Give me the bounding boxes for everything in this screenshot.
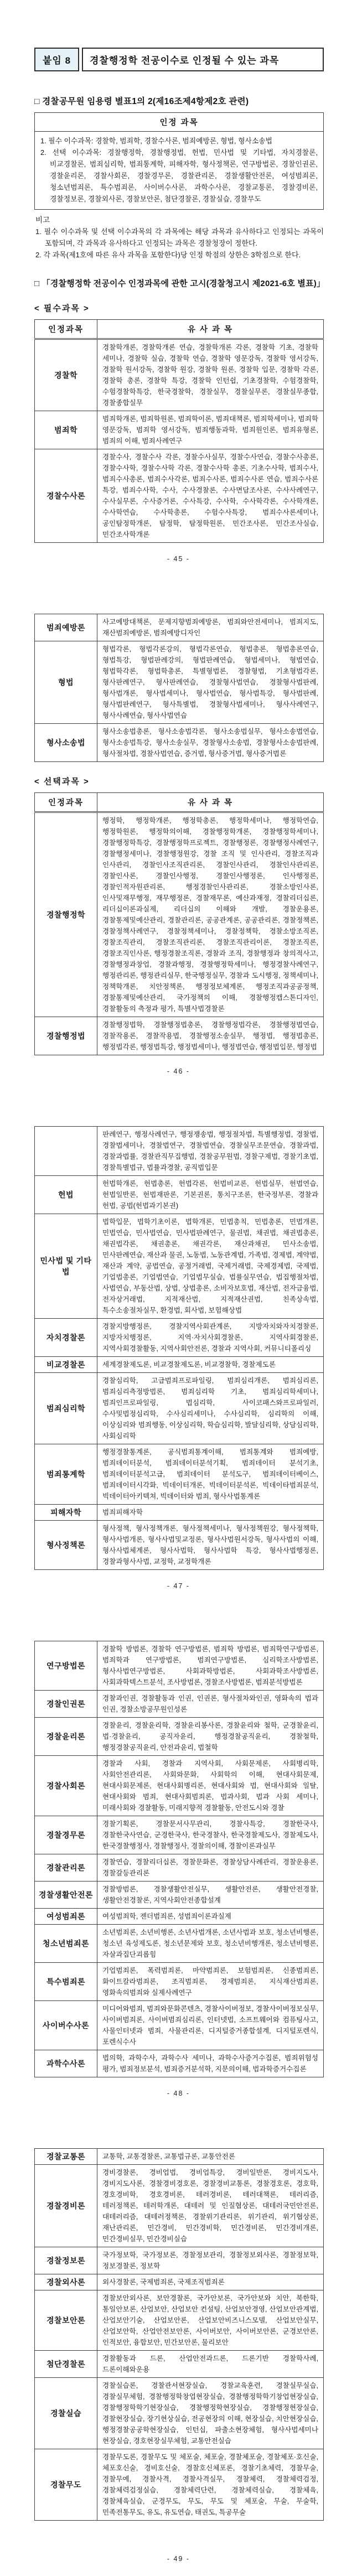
page-number-48 (0, 2090, 357, 2097)
table-row (35, 2378, 324, 2449)
subject-cell: 경찰실습 (35, 2378, 97, 2449)
similar-courses-cell: 경찰방범론, 경찰생활안전실무, 생활안전론, 생활안전경찰, 생활안전경찰론, 지역사회안전종합설계 (97, 1882, 324, 1909)
subject-cell: 연구방법론 (35, 1641, 97, 1691)
subject-cell: 범죄예방론 (35, 614, 97, 641)
similar-courses-cell: 경찰무도론, 경찰무도 및 체포술, 체포술, 경찰체포술, 경찰체포·호신술, 체포호신술, 경비호신술, 경찰호신체포론, 경찰기초체력, 경찰무술, 경찰무예, 경찰사격, 경찰사격실무, 경찰체력, 경찰체력검정, 경찰체력검정실습, 경찰체력단련, 경찰체력실습, 경찰체육, 경찰체육실습, 군경무도, 무도, 무도 및 체포술, 무술, 무술학, 민족전통무도, 유도, 유도연습, 태권도, 특공무술 (97, 2449, 324, 2521)
subject-cell: 경찰수사론 (35, 449, 97, 543)
similar-courses-cell: 세계경찰제도론, 비교경찰제도론, 비교경찰학, 경찰제도론 (97, 1357, 324, 1373)
similar-courses-cell: 경찰학개론, 경찰학개론 연습, 경찰학개론 각론, 경찰학 기초, 경찰학 세미나, 경찰학 실습, 경찰학 연습, 경찰학 영문강독, 경찰학 영서강독, 경찰학 원서강독, 경찰학 원강, 경찰학 원론, 경찰학 입문, 경찰학 각론, 경찰학 총론, 경찰학 특강, 경찰학 인턴쉽, 기초경찰학, 수험경찰학, 수험경찰학특강, 한국경찰학, 경찰실무, 경찰실무론, 경찰실무종합, 경찰종합실무 (97, 339, 324, 411)
page-number-47 (0, 1582, 357, 1590)
subject-cell: 여성범죄론 (35, 1909, 97, 1925)
similar-courses-cell: 행정경찰통계론, 공식범죄통계이해, 범죄통계와 범죄예방, 범죄데이터분석, 범죄데이터분석기획, 범죄데이터 분석기초, 범죄데이터분석고급, 범죄데이터 분석도구, 범죄데이터베이스, 범죄데이터시각화, 빅데이터개론, 빅데이터분석론, 빅데이타범죄분석, 빅데이터아키텍쳐, 빅데이터와 범죄, 형사사법통계론 (97, 1444, 324, 1505)
table-row (35, 1214, 324, 1319)
similar-courses-cell: 경찰윤리, 경찰윤리학, 경찰윤리봉사론, 경찰윤리와 철학, 군경찰윤리, 법·경찰윤리, 공직자윤리, 행정경찰공직윤리, 경찰철학, 행정경찰공직윤리, 안전과윤리, 법철학 (97, 1718, 324, 1756)
subject-cell: 범죄통계학 (35, 1444, 97, 1505)
note-line-1: 1. 필수 이수과목 및 선택 이수과목의 각 과목에는 해당 과목과 유사하다고 인정되는 과목이 포함되며, 각 과목과 유사하다고 인정되는 과목은 경찰청장이 정한다. (35, 227, 324, 247)
similar-courses-cell: 경찰연습, 경찰리더십론, 경찰문화론, 경찰상담사례관리, 경찰운용론, 경찰갈등관리론 (97, 1854, 324, 1882)
table-row (35, 2290, 324, 2351)
page-number-label: - 49 - (167, 2555, 190, 2563)
table-row (35, 411, 324, 449)
similar-courses-cell: 교통학, 교통경찰론, 교통법규론, 교통안전론 (97, 2149, 324, 2165)
subject-cell: 경찰사회론 (35, 1756, 97, 1816)
elective-courses-line: 2. 선택 이수과목: 경찰행정학, 경찰행정법, 헌법, 민사법 및 기타법, 자치경찰론, 비교경찰론, 범죄심리학, 범죄통계학, 피해자학, 형사정책론, 연구방법론, 경찰인권론, 경찰윤리론, 경찰사회론, 경찰경무론, 경찰관리론, 경찰생활안전론, 여성범죄론, 청소년범죄론, 특수범죄론, 사이버수사론, 과학수사론, 경찰교통론, 경찰경비론, 경찰정보론, 경찰외사론, 경찰보안론, 첨단경찰론, 경찰실습, 경찰무도 (40, 148, 318, 203)
col-header-similar: 유 사 과 목 (97, 793, 324, 812)
table-row (35, 2001, 324, 2050)
subject-cell: 형사소송법 (35, 724, 97, 762)
table-row (35, 2050, 324, 2077)
table-row (35, 812, 324, 1017)
table-row (35, 1963, 324, 2001)
subject-cell: 경찰윤리론 (35, 1718, 97, 1756)
subject-cell: 피해자학 (35, 1505, 97, 1521)
table-row (35, 1521, 324, 1570)
table-row (35, 1373, 324, 1444)
subject-cell: 경찰외사론 (35, 2274, 97, 2290)
subject-cell: 경찰관리론 (35, 1854, 97, 1882)
subject-cell: 청소년범죄론 (35, 1925, 97, 1963)
similar-courses-cell: 헌법학개론, 헌법총론, 헌법각론, 헌법비교론, 헌법실무, 헌법연습, 헌법일반론, 헌법재판론, 기본권론, 통치구조론, 한국정부론, 경찰과 헌법, 공법(헌법과기본권) (97, 1176, 324, 1214)
table-row (35, 1017, 324, 1055)
similar-courses-cell: 형사소송법총론, 형사소송법각론, 형사소송법실무, 형사소송법연습, 형사소송법특강, 형사소송실무, 경찰형사소송법, 경찰형사소송법판례, 형사절차법, 경찰사법연습, 증거법, 형사증거법, 형사증거법론 (97, 724, 324, 762)
subject-cell: 형법 (35, 641, 97, 724)
table-row (35, 1505, 324, 1521)
page-number-49 (0, 2555, 357, 2563)
page-number-46 (0, 1067, 357, 1075)
similar-courses-cell: 외사경찰론, 국제범죄론, 국제조직범죄론 (97, 2274, 324, 2290)
elective-subjects-table (34, 792, 324, 1055)
table-row (35, 2449, 324, 2521)
required-courses-line: 1. 필수 이수과목: 경찰학, 범죄학, 경찰수사론, 범죄예방론, 형법, 형사소송법 (40, 137, 272, 145)
table-row (35, 1444, 324, 1505)
subject-cell: 과학수사론 (35, 2050, 97, 2077)
similar-courses-cell: 경찰수사, 경찰수사 각론, 경찰수사실무, 경찰수사연습, 경찰수사총론, 경찰수사학, 경찰수사학 각론, 경찰수사학 총론, 기초수사학, 범죄수사, 범죄수사총론, 범죄수사각론, 범죄수사론, 범죄수사론 연습, 범죄수사론 특강, 범죄수사학, 수사, 수사경찰론, 수사면담조사론, 수사사례연구, 수사실무론, 수사증거론, 수사특강, 수사학, 수사학각론, 수사학개론, 수사학연습, 수사학총론, 수험수사특강, 범죄수사론세미나, 공인탐정학개론, 탐정학, 탐정학원론, 민간조사론, 민간조사실습, 민간조사학개론 (97, 449, 324, 543)
table-row (35, 641, 324, 724)
col-header-subject: 인정과목 (35, 320, 97, 339)
required-subjects-label: < 필수과목 > (34, 304, 90, 313)
table-row (35, 724, 324, 762)
recognized-courses-cell (35, 132, 324, 210)
table-row (35, 1127, 324, 1176)
notes-block (35, 214, 324, 261)
subject-cell: 경찰행정학 (35, 812, 97, 1017)
subject-cell: 경찰생활안전론 (35, 1882, 97, 1909)
subject-cell: 범죄심리학 (35, 1373, 97, 1444)
page-number-label: - 47 - (167, 1582, 190, 1590)
similar-courses-cell: 경찰과 사회, 경찰과 지역사회, 사회문제론, 사회병리학, 사회안전관리론, 사회와문화, 사회학의 이해, 현대사회문제, 현대사회문제론, 현대사회병리론, 현대사회와 법, 현대사회와 일탈, 현대사회와 범죄, 현대사회범죄론, 법과사회, 법과 사회 세미나, 미래사회와 경찰활동, 미래지향적 경찰활동, 안전도시와 경찰 (97, 1756, 324, 1816)
elective-subjects-table-continued-49 (34, 2148, 324, 2521)
table-row (35, 1909, 324, 1925)
subject-cell (35, 1127, 97, 1176)
page-number-label: - 45 - (167, 555, 190, 563)
similar-courses-cell: 경비경찰론, 경비업법, 경비업특강, 경비일반론, 경비지도사, 경비지도사론, 경찰경비경호론, 경찰경비교통론, 경찰경호론, 경호학, 경호경비학, 경호경비론, 테러경비론, 테러대책론, 테러리즘, 테러정책론, 테러학개론, 대테러 및 인질협상론, 대테러국민안전론, 대테러리즘, 대테러정책론, 경찰위기관리론, 위기관리, 위기협상론, 재난관리론, 민간경비, 민간경비학, 민간경비론, 민간경비개론, 민간경비실무, 민간경비실습 (97, 2165, 324, 2247)
table-row (35, 2274, 324, 2290)
section1-title: □ 경찰공무원 임용령 별표1의 2(제16조제4항제2호 관련) (34, 97, 249, 106)
required-subjects-table (34, 319, 324, 543)
page-title: 경찰행정학 전공이수로 인정될 수 있는 과목 (82, 48, 324, 71)
table-row (35, 132, 324, 210)
table-row (35, 1756, 324, 1816)
similar-courses-cell: 형사정책, 형사정책개론, 형사정책세미나, 형사정책원강, 형사정책학, 형사사법개론, 형사사법및교정론, 형사사법원서강독, 형사사법의 이해, 형사사법체계론, 형사사법학, 형사사법학 특강, 형사사법행정론, 경찰과형사사법, 교정학, 교정학개론 (97, 1521, 324, 1570)
subject-cell: 경찰인권론 (35, 1691, 97, 1718)
similar-courses-cell: 소년범죄론, 소년비행론, 소년사법개론, 소년사법과 보호, 청소년비행론, 청소년 육성제도론, 청소년문제와 보호, 청소년비행개론, 청소년비행론, 자살과집단괴롭힘 (97, 1925, 324, 1963)
subject-cell: 비교경찰론 (35, 1357, 97, 1373)
similar-courses-cell: 사고예방대책론, 문제지향범죄예방론, 범죄와안전세미나, 범죄지도, 재산범죄예방론, 범죄예방디자인 (97, 614, 324, 641)
table-row (35, 1357, 324, 1373)
subject-cell: 경찰경무론 (35, 1816, 97, 1854)
col-header-similar: 유 사 과 목 (97, 320, 324, 339)
table-row (35, 2351, 324, 2378)
document-header (34, 48, 324, 71)
table-row (35, 1882, 324, 1909)
recognized-courses-header: 인정 과목 (35, 113, 324, 132)
similar-courses-cell: 경찰보안외사론, 보안경찰론, 국가안보론, 국가안보와 치안, 북한학, 통일안보론, 산업보안, 산업보안 컨설팅, 산업보안경영, 산업보안관계법, 산업보안기술, 산업보안론, 산업보안비즈니스모델, 산업보안실무, 산업보안학, 산업안전보안론, 사이버보안, 사이버보안론, 군경보안론, 인적보안, 융합보안, 민간보안론, 물리보안 (97, 2290, 324, 2351)
table-header-row (35, 793, 324, 812)
similar-courses-cell: 행정학, 행정학개론, 행정학총론, 행정학세미나, 행정학연습, 행정학원론, 행정학의이해, 경찰행정학개론, 경찰행정학세미나, 경찰행정학특강, 경찰행정학프로젝트, 경찰행정론, 경찰행정사례연구, 경찰행정세미나, 경찰행정원강, 경찰 조직 및 인사관리, 경찰조직과 인사관리, 경찰인사조직관리론, 경찰인사관리, 경찰인사관리론, 경찰인사론, 경찰인사행정, 경찰인사행정론, 인사행정론, 경찰인적자원관리론, 행정경찰인사관리론, 경찰소방인사론, 인사및재무행정, 재무행정론, 경찰재무론, 예산과재정, 경찰리더십론, 리더십이론과실제, 리더십의 이해와 개발, 경찰운용론, 경찰통제및예산관리, 경찰관리론, 공공관계론, 공공관리론, 경찰정책론, 경찰정책사례연구, 경찰정책세미나, 경찰정책학, 경찰소방조직론, 경찰조직관리, 경찰조직관리론, 경찰조직관리이론, 경찰조직론, 경찰조직인사론, 행정경찰조직론, 경찰과 조직, 경찰행정과 창의적사고, 경찰행정과창업, 경찰과행정, 경찰행정학세미나, 행정경찰사례연구, 행정관리론, 행정관리실무, 한국행정실무, 경찰과 도시행정, 정책세미나, 정책학개론, 치안정책론, 행정정보체계론, 행정조직과공공정책, 경찰통제및예산관리, 국가정책의 이해, 경찰행정캡스톤디자인, 경찰활동의 측정과 평가, 특별사법경찰론 (97, 812, 324, 1017)
similar-courses-cell: 경찰기획론, 경찰문서사무관리, 경찰사특강, 경찰한국사, 경찰한국사연습, 군경한국사, 한국경찰사, 한국경찰제도사, 경찰제도사, 한국경찰행정사, 경찰행정사, 경찰의이해, 경찰이론과실무 (97, 1816, 324, 1854)
elective-subjects-table-continued-48 (34, 1641, 324, 2077)
subject-cell: 경찰보안론 (35, 2290, 97, 2351)
page-number-label: - 46 - (167, 1067, 190, 1075)
subject-cell: 범죄학 (35, 411, 97, 449)
subject-cell: 자치경찰론 (35, 1319, 97, 1357)
similar-courses-cell: 경찰학 방법론, 경찰학 연구방법론, 범죄학 방법론, 범죄학연구방법론, 범죄학과 연구방법론, 범죄연구방법론, 심리학조사방법론, 형사사법연구방법론, 사회과학방법론, 사회과학조사방법론, 사회과학텍스트분석, 조사방법론, 경찰조사방법론, 범죄분석방법론 (97, 1641, 324, 1691)
attachment-tag: 붙임 8 (34, 48, 79, 71)
section2-title: □ 「경찰행정학 전공이수 인정과목에 관한 고시(경찰청고시 제2021-6호 별표)」 (34, 279, 325, 288)
subject-cell: 경찰경비론 (35, 2165, 97, 2247)
similar-courses-cell: 경찰활동과 드론, 산업안전과드론, 드론기반 경찰학사례, 드론이해와운용 (97, 2351, 324, 2378)
required-subjects-table-continued (34, 614, 324, 762)
table-row (35, 2149, 324, 2165)
table-row (35, 449, 324, 543)
subject-cell: 형사정책론 (35, 1521, 97, 1570)
subject-cell: 민사법 및 기타법 (35, 1214, 97, 1319)
subject-cell: 경찰무도 (35, 2449, 97, 2521)
table-row (35, 1854, 324, 1882)
similar-courses-cell: 형법각론, 형법각론강의, 형법각론연습, 형법총론, 형법총론연습, 형법특강, 형법판례강의, 형법판례연습, 형법세미나, 형법연습, 형법학각론, 형법학총론, 특별형법론, 경찰형법, 기초형법각론, 형사판례연구, 형사판례연습, 경찰형사법연습, 경찰형사법판례, 형사법개론, 형사법세미나, 형사법연습, 형사법특강, 형사법판례, 형사법판례연구, 형사특별법, 경찰형사법세미나, 형사사례연구, 형사사례연습, 형사사법연습 (97, 641, 324, 724)
table-row (35, 2247, 324, 2274)
table-row (35, 614, 324, 641)
similar-courses-cell: 법의학, 과학수사, 과학수사 세미나, 과학수사증거수집론, 범죄위험성 평가, 범죄정보분석, 범죄증거분석학, 지문의이해, 법과학증거수집론 (97, 2050, 324, 2077)
table-row (35, 339, 324, 411)
similar-courses-cell: 경찰실습론, 경찰관서현장실습, 경찰교육훈련, 경찰실무실습, 경찰실무체험, 경찰행정학창업현장실습, 경찰행정학학기창업현장실습, 경찰행정학학기현장실습, 경찰행정학현장실습, 경찰행정현장실습, 경찰현장실습, 장기현상실습, 전공현장의 이해, 현장실습, 치안현장실습, 행정경찰공공학현장실습, 인턴십, 파출소현장체험, 형사사법세미나 현장실습, 경호현장실무체험, 교통안전실습 (97, 2378, 324, 2449)
similar-courses-cell: 국가정보학, 국가정보론, 경찰정보관리, 경찰정보외사론, 경찰정보학, 정보경찰론, 정보학 (97, 2247, 324, 2274)
table-row (35, 1319, 324, 1357)
similar-courses-cell: 법학입문, 법학기초이론, 법학개론, 민법총칙, 민법총론, 민법개론, 민법연습, 민사법연습, 민사법판례연구, 물권법, 채권법, 채권법총론, 채권법각론, 채권총론, 채권각론, 재산과채권, 민사소송법, 민사판례연습, 재산과 물권, 노동법, 노동관계법, 가족법, 경제법, 계약법, 재산과 계약, 공법연습, 공정거래법, 국제거래법, 국제경제법, 국제법, 기업법총론, 기업법연습, 기업법무실습, 법률실무연습, 법집행절차법, 사법연습, 부동산법, 상법, 상법총론, 소비자보호법, 재산법, 전자금융법, 전자상거래법, 지적재산법, 지적재산권법, 친족상속법, 특수소송절차실무, 환경법, 회사법, 보험해상법 (97, 1214, 324, 1319)
subject-cell: 경찰행정법 (35, 1017, 97, 1055)
note-line-2: 2. 각 과목(제1호에 따른 유사 과목을 포함한다)당 인정 학점의 상한은 3학점으로 한다. (35, 251, 301, 259)
table-row (35, 1718, 324, 1756)
subject-cell: 경찰정보론 (35, 2247, 97, 2274)
similar-courses-cell: 범죄학개론, 범죄학원론, 범죄학이론, 범죄대책론, 범죄학세미나, 범죄학 영문강독, 범죄학 영서강독, 범죄행동과학, 범죄원인론, 범죄유형론, 범죄의 이해, 범죄사례연구 (97, 411, 324, 449)
similar-courses-cell: 범죄피해자학 (97, 1505, 324, 1521)
similar-courses-cell: 경찰심리학, 고급범죄프로파일링, 범죄심리개론, 범죄심리론, 범죄심리측정방법론, 범죄심리학 기초, 범죄심리학세미나, 범죄인프로파일링, 법심리학, 사이코패스와프로파일러, 수사및법정심리학, 수사심리세미나, 수사심리학, 심리학의 이해, 이상심리와 범죄행동, 이상심리학, 학습심리학, 발달심리학, 상담심리학, 사회심리학 (97, 1373, 324, 1444)
table-row (35, 1816, 324, 1854)
similar-courses-cell: 미디어와범죄, 범죄와문화콘텐츠, 경찰사이버정보, 경찰사이버정보실무, 사이버범죄론, 사이버범죄심리론, 인터넷법, 소프트웨어와 컴퓨팅사고, 사물인터넷과 범죄, 사물관리론, 디지털증거종합설계, 디지털포렌식, 포렌식수사 (97, 2001, 324, 2050)
table-header-row (35, 320, 324, 339)
similar-courses-cell: 경찰지방행정론, 경찰지역사회관계론, 지방자치와자치경찰론, 지방자치행정론, 지역·자치사회경찰론, 지역사회경찰론, 지역사회경찰활동, 지역사회안전론, 경찰과 지역사회, 커뮤니티폴리싱 (97, 1319, 324, 1357)
table-header-row (35, 113, 324, 132)
subject-cell: 헌법 (35, 1176, 97, 1214)
table-row (35, 1925, 324, 1963)
similar-courses-cell: 경찰과인권, 경찰활동과 인권, 인권론, 형사절차와인권, 영화속의 법과 인권, 경찰소방공무원인성론 (97, 1691, 324, 1718)
col-header-subject: 인정과목 (35, 793, 97, 812)
recognized-courses-table (34, 112, 324, 210)
table-row (35, 1691, 324, 1718)
subject-cell: 사이버수사론 (35, 2001, 97, 2050)
similar-courses-cell: 경찰행정법학, 경찰행정법총론, 경찰행정법각론, 경찰행정법연습, 경찰작용론, 경찰작용법, 경찰행정소송실무, 행정법, 행정법총론, 행정법각론, 행정법특강, 행정법세미나, 행정법연습, 행정법입문, 행정법 (97, 1017, 324, 1055)
table-row (35, 1641, 324, 1691)
page-number-45 (0, 555, 357, 563)
subject-cell: 첨단경찰론 (35, 2351, 97, 2378)
page-number-label: - 48 - (167, 2090, 190, 2097)
elective-subjects-table-continued-47 (34, 1126, 324, 1570)
subject-cell: 특수범죄론 (35, 1963, 97, 2001)
subject-cell: 경찰교통론 (35, 2149, 97, 2165)
elective-subjects-label: < 선택과목 > (34, 777, 90, 786)
table-row (35, 1176, 324, 1214)
table-row (35, 2165, 324, 2247)
similar-courses-cell: 여성범죄학, 젠더범죄론, 성범죄이론과실제 (97, 1909, 324, 1925)
similar-courses-cell: 기업범죄론, 폭력범죄론, 마약범죄론, 보험범죄론, 신종범죄론, 화이트칼라범죄론, 조직범죄론, 경제범죄론, 지식재산범죄론, 영화속의범죄와 실제사례연구 (97, 1963, 324, 2001)
similar-courses-cell: 판례연구, 행정사례연구, 행정쟁송법, 행정절차법, 특별행정법, 경찰법, 경찰법세미나, 경찰법연구, 경찰법연습, 경찰실무조문연습, 경찰과법, 경찰과법률, 경찰관직무집행법, 경찰공무원법, 경찰구제법, 경찰기초법, 경찰특별법규, 법률과경찰, 공직법입문 (97, 1127, 324, 1176)
notes-title: 비고 (35, 216, 50, 224)
subject-cell: 경찰학 (35, 339, 97, 411)
